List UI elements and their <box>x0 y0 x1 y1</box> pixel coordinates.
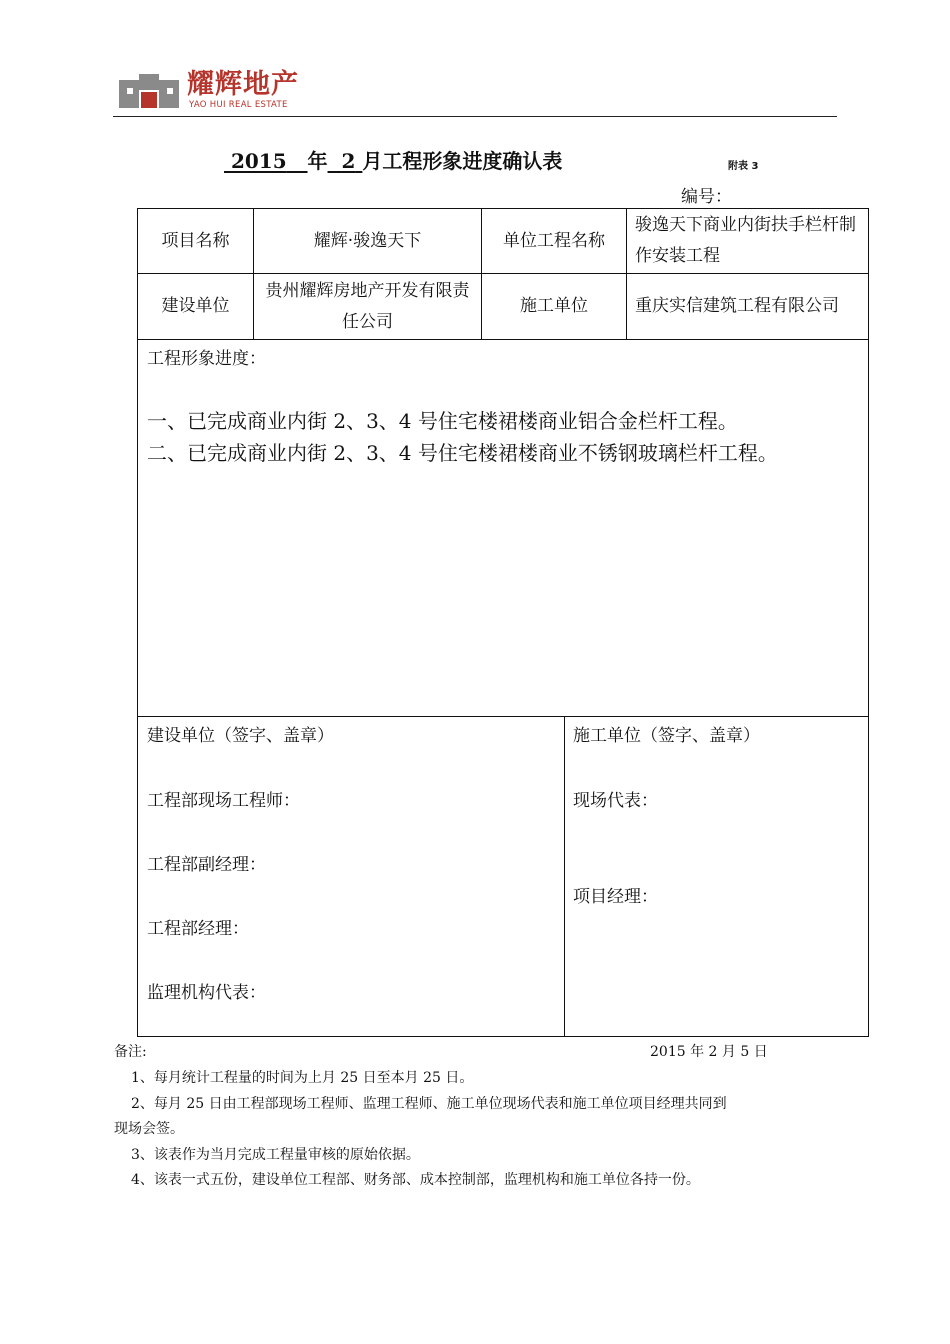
builder-label: 建设单位 <box>161 296 230 316</box>
logo-name-cn: 耀辉地产 <box>187 69 299 100</box>
form-title <box>224 148 562 174</box>
contractor-signature-heading: 施工单位（签字、盖章） <box>573 726 760 746</box>
row-divider <box>138 716 868 717</box>
company-logo <box>113 68 325 114</box>
site-representative-label: 现场代表： <box>573 791 658 811</box>
title-rest: 月工程形象进度确认表 <box>362 149 563 173</box>
logo-name-en: YAO HUI REAL ESTATE <box>189 100 288 110</box>
deputy-manager-label: 工程部副经理： <box>147 855 266 875</box>
remark-note: 2、每月 25 日由工程部现场工程师、监理工程师、施工单位现场代表和施工单位项目经理共同到 <box>131 1096 727 1112</box>
attachment-label: 附表 3 <box>728 161 759 172</box>
project-name-label: 项目名称 <box>161 230 230 251</box>
unit-project-value: 骏逸天下商业内街扶手栏杆制作安装工程 <box>635 215 856 266</box>
unit-project-label: 单位工程名称 <box>503 230 605 251</box>
remark-note: 现场会签。 <box>114 1121 184 1137</box>
manager-label: 工程部经理： <box>147 919 249 939</box>
logo-mark-icon <box>117 70 183 110</box>
row-divider <box>138 339 868 340</box>
builder-value: 贵州耀辉房地产开发有限责任公司 <box>265 280 470 332</box>
project-manager-label: 项目经理： <box>573 887 658 907</box>
title-year: 2015 <box>230 149 287 173</box>
site-engineer-label: 工程部现场工程师： <box>147 791 300 811</box>
remark-note: 4、该表一式五份，建设单位工程部、财务部、成本控制部，监理机构和施工单位各持一份。 <box>131 1172 700 1188</box>
progress-item: 一、已完成商业内街 2、3、4 号住宅楼裙楼商业铝合金栏杆工程。 <box>147 409 738 433</box>
title-year-suffix: 年 <box>307 149 328 173</box>
builder-signature-heading: 建设单位（签字、盖章） <box>147 726 334 746</box>
column-divider <box>564 716 565 1036</box>
progress-confirmation-table <box>137 208 869 1037</box>
remark-note: 3、该表作为当月完成工程量审核的原始依据。 <box>131 1147 420 1163</box>
form-number-label: 编号： <box>681 187 732 207</box>
contractor-value: 重庆实信建筑工程有限公司 <box>635 296 839 316</box>
progress-item: 二、已完成商业内街 2、3、4 号住宅楼裙楼商业不锈钢玻璃栏杆工程。 <box>147 441 778 465</box>
supervisor-label: 监理机构代表： <box>147 983 266 1003</box>
title-month: 2 <box>341 149 356 173</box>
form-date: 2015 年 2 月 5 日 <box>650 1044 768 1060</box>
contractor-label: 施工单位 <box>520 296 588 316</box>
project-name-value: 耀辉·骏逸天下 <box>313 230 422 251</box>
remarks-label: 备注: <box>114 1044 147 1060</box>
header-divider <box>113 116 837 117</box>
remark-note: 1、每月统计工程量的时间为上月 25 日至本月 25 日。 <box>131 1070 474 1086</box>
progress-heading: 工程形象进度： <box>147 349 266 369</box>
